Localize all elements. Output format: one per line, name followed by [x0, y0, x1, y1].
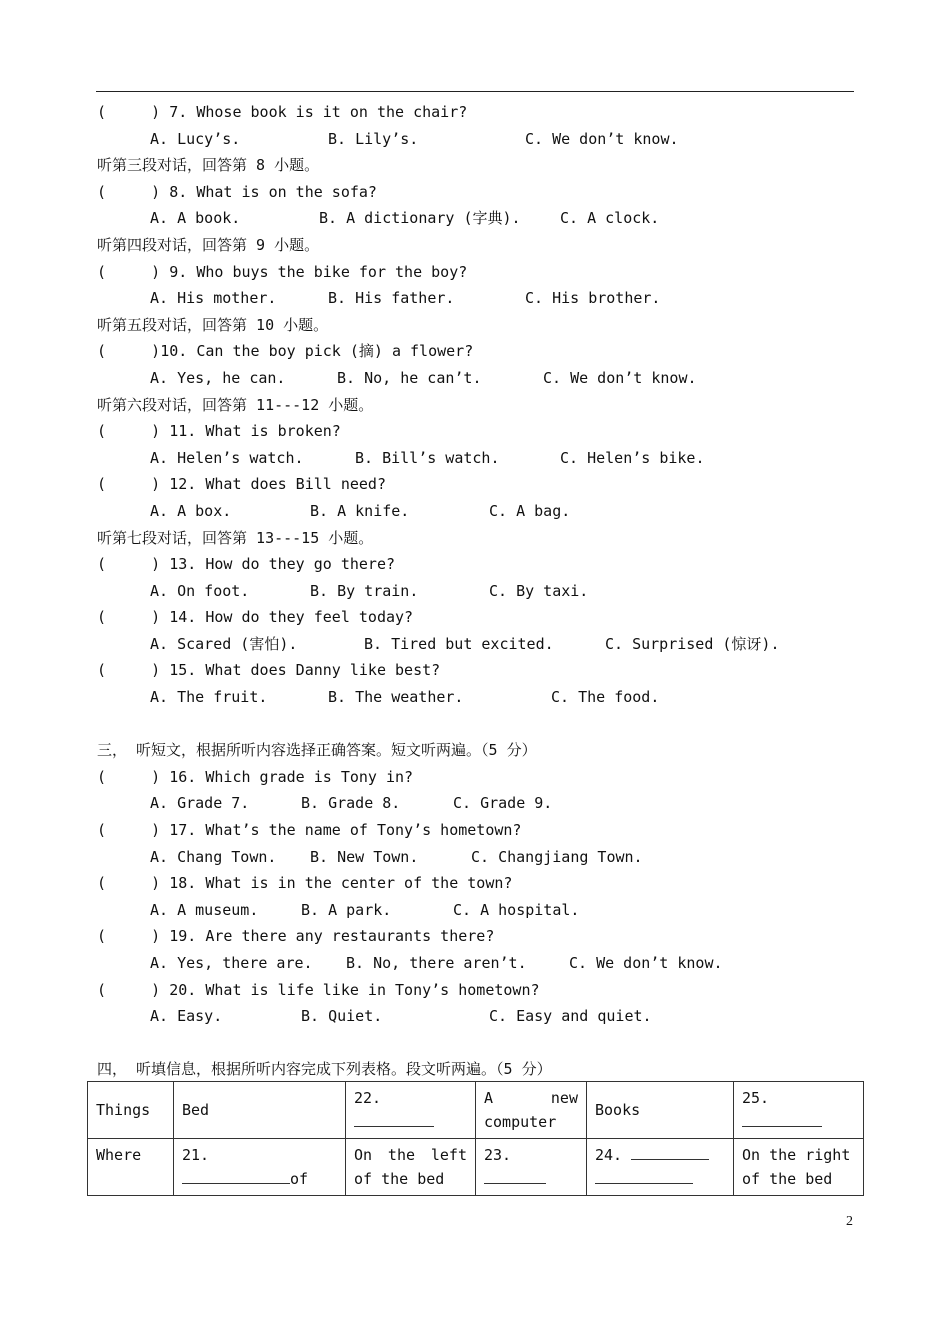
table-cell: 21. of — [174, 1139, 346, 1196]
answer-options — [97, 790, 857, 817]
answer-option[interactable]: B. By train. — [310, 581, 419, 600]
table-cell: 25. — [734, 1082, 864, 1139]
answer-option[interactable]: C. Surprised (惊讶). — [605, 634, 780, 653]
question-stem: ( ) 13. How do they go there? — [97, 555, 396, 574]
answer-option[interactable]: A. The fruit. — [150, 688, 268, 707]
dialogue-instruction: 听第三段对话，回答第 8 小题。 — [97, 156, 320, 175]
answer-option[interactable]: B. Grade 8. — [301, 794, 401, 813]
page-number: 2 — [846, 1214, 853, 1229]
answer-option[interactable]: B. Lily’s. — [328, 129, 419, 148]
answer-options — [97, 498, 857, 525]
question-stem: ( ) 8. What is on the sofa? — [97, 182, 377, 201]
answer-option[interactable]: C. Easy and quiet. — [489, 1007, 652, 1026]
answer-option[interactable]: B. The weather. — [328, 688, 464, 707]
listening-part-three — [97, 764, 857, 1030]
question-stem: ( ) 19. Are there any restaurants there? — [97, 927, 495, 946]
info-table — [87, 1081, 864, 1196]
section-three-title: 三， 听短文，根据所听内容选择正确答案。短文听两遍。（5 分） — [97, 741, 537, 760]
answer-option[interactable]: B. Quiet. — [301, 1007, 383, 1026]
answer-option[interactable]: A. Scared (害怕). — [150, 634, 298, 653]
answer-blank[interactable] — [595, 1169, 693, 1184]
answer-option[interactable]: B. A park. — [301, 900, 392, 919]
answer-option[interactable]: B. A knife. — [310, 501, 410, 520]
answer-options — [97, 1003, 857, 1030]
question-stem: ( ) 15. What does Danny like best? — [97, 661, 441, 680]
answer-blank[interactable] — [742, 1112, 822, 1127]
answer-options — [97, 205, 857, 232]
answer-option[interactable]: C. We don’t know. — [569, 954, 723, 972]
answer-option[interactable]: C. Helen’s bike. — [560, 448, 705, 467]
answer-option[interactable]: A. Yes, he can. — [150, 368, 286, 387]
table-cell: A new computer — [476, 1082, 587, 1139]
answer-options — [97, 365, 857, 392]
question-stem: ( ) 17. What’s the name of Tony’s hometown? — [97, 821, 522, 840]
answer-option[interactable]: A. Grade 7. — [150, 794, 250, 813]
answer-option[interactable]: C. Changjiang Town. — [471, 847, 643, 866]
answer-option[interactable]: A. On foot. — [150, 581, 250, 600]
answer-blank[interactable] — [182, 1169, 290, 1184]
answer-option[interactable]: A. His mother. — [150, 289, 277, 308]
listening-part-two — [97, 99, 857, 711]
dialogue-instruction: 听第六段对话，回答第 11---12 小题。 — [97, 395, 374, 414]
answer-option[interactable]: C. A bag. — [489, 501, 571, 520]
answer-option[interactable]: B. New Town. — [310, 847, 419, 866]
answer-option[interactable]: B. Bill’s watch. — [355, 448, 500, 467]
table-cell: Bed — [174, 1082, 346, 1139]
answer-options — [97, 844, 857, 871]
answer-option[interactable]: B. No, he can’t. — [337, 368, 482, 387]
answer-options — [97, 631, 857, 658]
dialogue-instruction: 听第七段对话，回答第 13---15 小题。 — [97, 528, 374, 547]
answer-option[interactable]: C. A hospital. — [453, 900, 580, 919]
table-row — [88, 1139, 864, 1196]
table-cell: On the right of the bed — [734, 1139, 864, 1196]
answer-options — [97, 684, 857, 711]
header-rule — [96, 91, 854, 92]
answer-option[interactable]: C. By taxi. — [489, 581, 589, 600]
answer-option[interactable]: C. The food. — [551, 688, 660, 707]
answer-option[interactable]: A. Chang Town. — [150, 847, 277, 866]
answer-options — [97, 126, 857, 153]
table-cell: On the left of the bed — [346, 1139, 476, 1196]
answer-options — [97, 445, 857, 472]
answer-option[interactable]: A. A book. — [150, 209, 241, 228]
answer-option[interactable]: A. Yes, there are. — [150, 954, 313, 972]
answer-option[interactable]: C. We don’t know. — [525, 129, 679, 148]
answer-option[interactable]: C. His brother. — [525, 289, 661, 308]
answer-option[interactable]: A. Easy. — [150, 1007, 223, 1026]
spacer — [97, 711, 857, 738]
dialogue-instruction: 听第五段对话，回答第 10 小题。 — [97, 315, 329, 334]
worksheet-content — [97, 99, 857, 1083]
question-stem: ( ) 18. What is in the center of the town? — [97, 874, 513, 893]
answer-option[interactable]: B. A dictionary (字典). — [319, 209, 521, 228]
spacer — [97, 1030, 857, 1057]
table-cell: 23. — [476, 1139, 587, 1196]
question-stem: ( ) 20. What is life like in Tony’s hometown? — [97, 980, 540, 999]
answer-options — [97, 578, 857, 605]
table-cell: Where — [88, 1139, 174, 1196]
question-stem: ( ) 12. What does Bill need? — [97, 475, 386, 494]
question-stem: ( ) 14. How do they feel today? — [97, 608, 414, 627]
table-cell: Things — [88, 1082, 174, 1139]
table-cell: 24. — [587, 1139, 734, 1196]
table-cell: Books — [587, 1082, 734, 1139]
question-stem: ( ) 7. Whose book is it on the chair? — [97, 103, 468, 121]
answer-option[interactable]: B. No, there aren’t. — [346, 954, 527, 972]
answer-option[interactable]: A. Lucy’s. — [150, 129, 241, 148]
answer-options — [97, 950, 857, 977]
answer-option[interactable]: C. A clock. — [560, 209, 660, 228]
answer-options — [97, 897, 857, 924]
answer-option[interactable]: C. Grade 9. — [453, 794, 553, 813]
answer-blank[interactable] — [631, 1145, 709, 1160]
answer-blank[interactable] — [484, 1169, 546, 1184]
question-stem: ( )10. Can the boy pick (摘) a flower? — [97, 342, 474, 361]
question-stem: ( ) 16. Which grade is Tony in? — [97, 767, 414, 786]
answer-option[interactable]: A. A box. — [150, 501, 232, 520]
answer-option[interactable]: A. A museum. — [150, 900, 259, 919]
answer-blank[interactable] — [354, 1112, 434, 1127]
table-row — [88, 1082, 864, 1139]
question-stem: ( ) 11. What is broken? — [97, 422, 341, 441]
dialogue-instruction: 听第四段对话，回答第 9 小题。 — [97, 235, 320, 254]
answer-options — [97, 285, 857, 312]
table-cell: 22. — [346, 1082, 476, 1139]
section-four-title: 四， 听填信息，根据所听内容完成下列表格。段文听两遍。（5 分） — [97, 1060, 552, 1079]
question-stem: ( ) 9. Who buys the bike for the boy? — [97, 262, 468, 281]
answer-option[interactable]: C. We don’t know. — [543, 368, 697, 387]
answer-option[interactable]: B. His father. — [328, 289, 455, 308]
answer-option[interactable]: A. Helen’s watch. — [150, 448, 304, 467]
answer-option[interactable]: B. Tired but excited. — [364, 634, 554, 653]
